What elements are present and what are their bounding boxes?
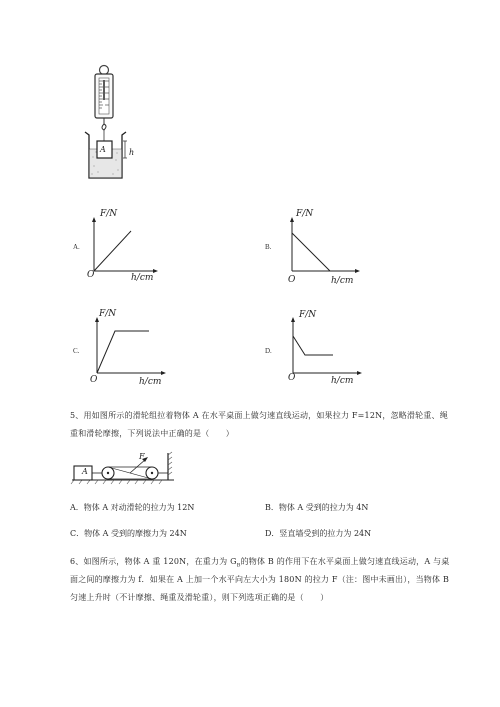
graph-d-letter: D. [265, 347, 272, 355]
graph-d-origin: O [288, 373, 296, 383]
q6-line-3: 匀速上升时（不计摩擦、绳重及滑轮重），则下列选项正确的是（ ） [70, 593, 329, 602]
graph-b-curve [292, 233, 330, 271]
graph-b [286, 215, 362, 275]
graph-b-ylabel: F/N [296, 209, 314, 219]
q6-line-1-rest: 的物体 B 的作用下在水平桌面上做匀速直线运动，A 与桌 [240, 557, 450, 566]
graph-a-curve [94, 231, 131, 271]
q5-line-1: 5、用如图所示的滑轮组拉着物体 A 在水平桌面上做匀速直线运动，如果拉力 F=12N，忽略滑轮重、绳 [70, 411, 448, 420]
q5-option-c[interactable]: C．物体 A 受到的摩擦力为 24N [70, 529, 187, 538]
graph-c-ylabel: F/N [99, 309, 117, 319]
graph-b-letter: B. [265, 243, 272, 251]
q6-line-2: 面之间的摩擦力为 f．如果在 A 上加一个水平向左大小为 180N 的拉力 F（注：图中未画出），当物体 B [70, 575, 450, 584]
graph-b-origin: O [288, 275, 296, 285]
graph-c-origin: O [90, 375, 98, 385]
graph-d-ylabel: F/N [299, 310, 317, 320]
graph-c-letter: C. [73, 347, 80, 355]
spring-scale-apparatus [80, 62, 150, 187]
graph-b-xlabel: h/cm [331, 276, 354, 286]
q5-line-2: 重和滑轮摩擦，下列说法中正确的是（ ） [70, 429, 234, 438]
block-label: A [100, 145, 106, 154]
q6-subscript: B [236, 562, 241, 569]
pulley-block-label: A [82, 467, 88, 476]
graph-d-curve [293, 336, 333, 355]
graph-c [91, 315, 169, 377]
q6-line-1-start: 6、如图所示，物体 A 重 120N，在重力为 G [70, 557, 237, 566]
graph-a-letter: A. [73, 243, 80, 251]
q5-option-a[interactable]: A．物体 A 对动滑轮的拉力为 12N [70, 503, 195, 512]
graph-a-origin: O [87, 270, 95, 280]
graph-c-xlabel: h/cm [139, 377, 162, 387]
q5-option-d[interactable]: D．竖直墙受到的拉力为 24N [265, 529, 372, 538]
height-label: h [129, 148, 135, 157]
graph-d [287, 315, 365, 377]
graph-a-ylabel: F/N [100, 209, 118, 219]
graph-a-xlabel: h/cm [131, 273, 154, 283]
q5-option-b[interactable]: B．物体 A 受到的拉力为 4N [265, 503, 369, 512]
graph-c-curve [97, 331, 149, 373]
graph-d-xlabel: h/cm [331, 376, 354, 386]
graph-a [88, 215, 160, 275]
pulley-force-label: F [139, 452, 145, 461]
